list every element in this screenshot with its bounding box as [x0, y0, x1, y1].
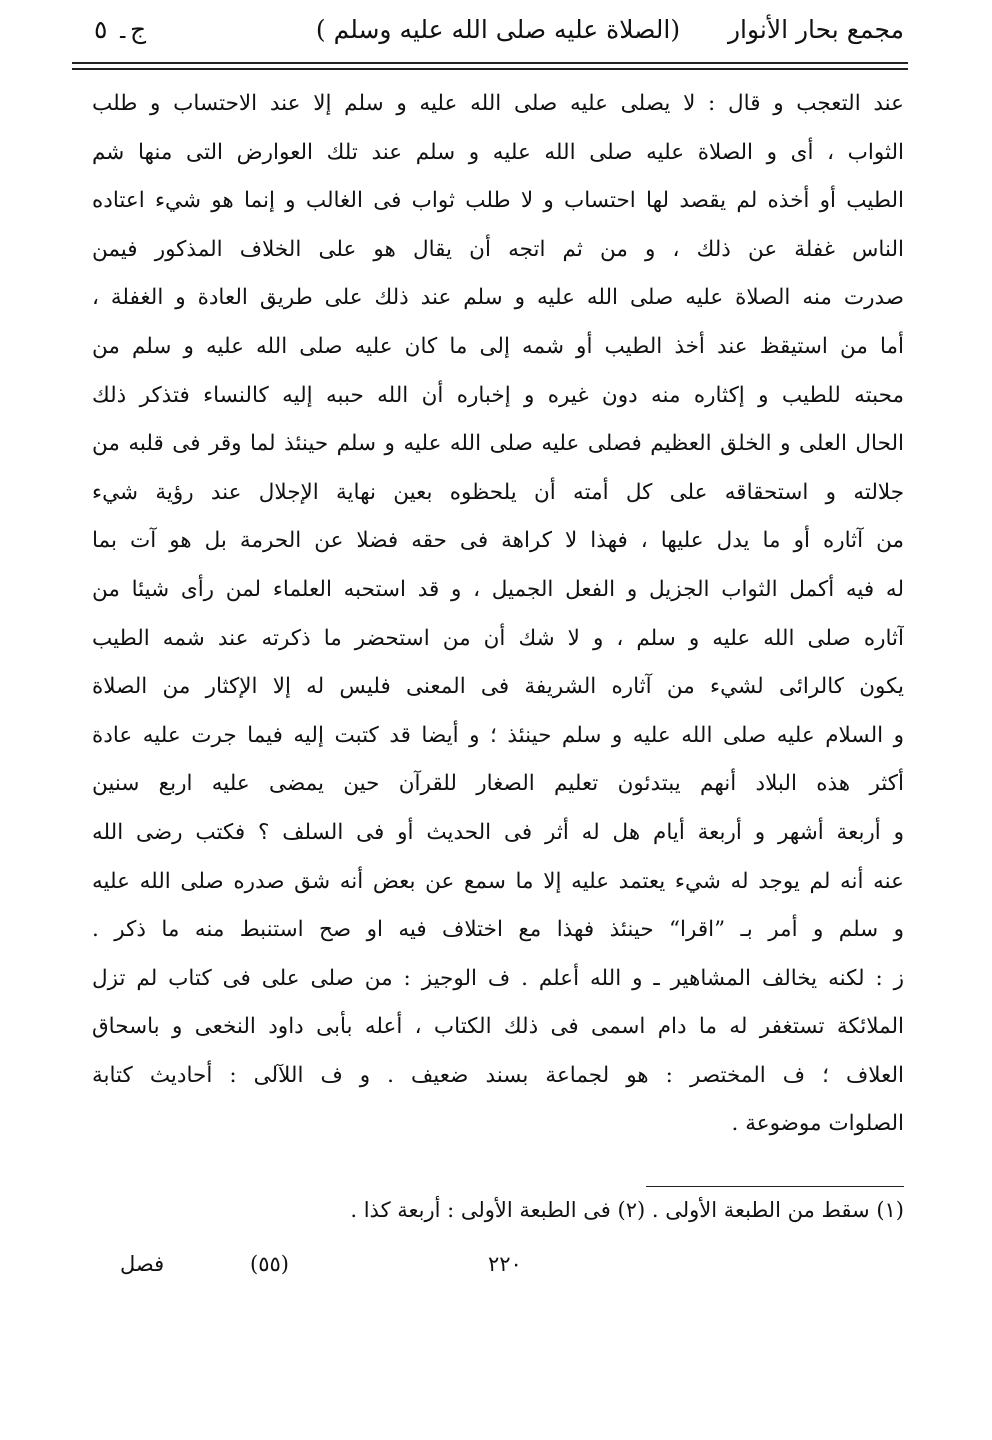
catchword: فصل [120, 1252, 165, 1276]
text-line: عند التعجب و قال : لا يصلى عليه صلى الله عليه و سلم إلا عند الاحتساب و طلب [92, 91, 904, 116]
header-rule-top [72, 62, 908, 64]
text-line: الصلوات موضوعة . [731, 1111, 904, 1137]
text-line: له فيه أكمل الثواب الجزيل و الفعل الجميل ، و قد استحبه العلماء لمن رأى شيئا من [92, 576, 904, 602]
text-line: أما من استيقظ عند أخذ الطيب أو شمه إلى ما كان عليه صلى الله عليه و سلم من [92, 333, 904, 359]
page-number: ٢٢٠ [488, 1252, 522, 1276]
text-line: و السلام عليه صلى الله عليه و سلم حينئذ ؛ و أيضا قد كتبت إليه فيما جرت عليه عادة [92, 722, 904, 748]
text-line: محبته للطيب و إكثاره منه دون غيره و إخباره أن الله حببه إليه كالنساء فتذكر ذلك [92, 382, 904, 408]
text-line: الثواب ، أى و الصلاة عليه صلى الله عليه و سلم عند تلك العوارض التى منها شم [92, 139, 904, 165]
text-line: الطيب أو أخذه لم يقصد لها احتساب و لا طلب ثواب فى الغالب و إنما هو شيء اعتاده [92, 188, 904, 214]
text-line: أكثر هذه البلاد أنهم يبتدئون تعليم الصغار للقرآن حين يمضى عليه اربع سنين [92, 771, 904, 797]
signature-mark: (٥٥) [250, 1252, 289, 1276]
footnotes: (١) سقط من الطبعة الأولى . (٢) فى الطبعة الأولى : أربعة كذا . [350, 1198, 904, 1222]
text-line: و أربعة أشهر و أربعة أيام هل له أثر فى الحديث أو فى السلف ؟ فكتب رضى الله [92, 819, 904, 845]
page-footer [92, 1244, 904, 1284]
text-line: يكون كالرائى لشيء من آثاره الشريفة فى المعنى فليس له إلا الإكثار من الصلاة [92, 674, 904, 700]
text-line: الحال العلى و الخلق العظيم فصلى عليه صلى الله عليه و سلم حينئذ لما وقر فى قلبه من [92, 431, 904, 457]
header-rule-bottom [72, 68, 908, 70]
text-line: من آثاره أو ما يدل عليها ، فهذا لا كراهة فى حقه فضلا عن الحرمة بل هو آت بما [92, 528, 904, 554]
text-line: آثاره صلى الله عليه و سلم ، و لا شك أن من استحضر ما ذكرته عند شمه الطيب [92, 625, 904, 651]
body-text [92, 80, 904, 1149]
text-line: العلاف ؛ ف المختصر : هو لجماعة بسند ضعيف . و ف اللآلى : أحاديث كتابة [92, 1062, 904, 1088]
text-line: صدرت منه الصلاة عليه صلى الله عليه و سلم عند ذلك على طريق العادة و الغفلة ، [92, 285, 904, 311]
text-line: الناس غفلة عن ذلك ، و من ثم اتجه أن يقال هو على الخلاف المذكور فيمن [92, 236, 904, 262]
volume-number: ج۔ ٥ [94, 15, 147, 44]
text-line: الملائكة تستغفر له ما دام اسمى فى ذلك الكتاب ، أعله بأبى داود النخعى و باسحاق [92, 1014, 904, 1040]
book-title: مجمع بحار الأنوار [727, 15, 904, 44]
section-title: (الصلاة عليه صلى الله عليه وسلم ) [315, 15, 681, 44]
text-line: جلالته و استحقاقه على كل أمته أن يلحظوه بعين نهاية الإجلال عند رؤية شيء [92, 479, 904, 505]
text-line: ز : لكنه يخالف المشاهير ـ و الله أعلم . ف الوجيز : من صلى على فى كتاب لم تزل [92, 965, 904, 991]
text-line: عنه أنه لم يوجد له شيء يعتمد عليه إلا ما سمع عن بعض أنه شق صدره صلى الله عليه [92, 868, 904, 894]
footnote-rule [646, 1186, 904, 1187]
running-header [92, 10, 904, 50]
text-line: و سلم و أمر بـ ”اقرا“ حينئذ فهذا مع اختلاف فيه او صح استنبط منه ما ذكر . [92, 917, 904, 943]
